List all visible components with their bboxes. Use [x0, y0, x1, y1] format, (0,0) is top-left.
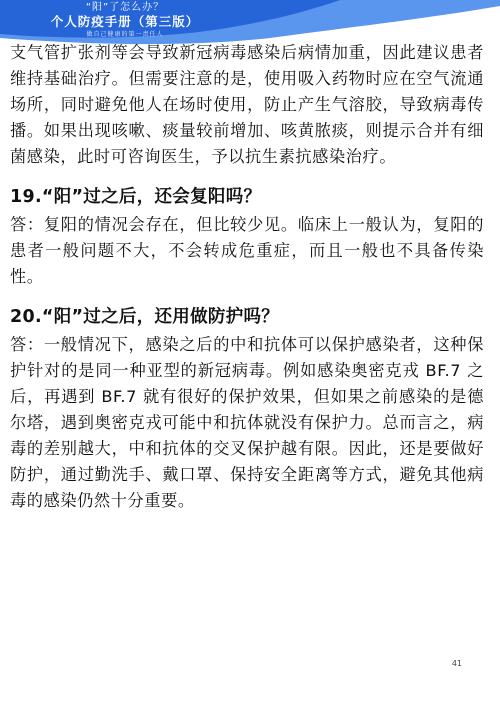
- question-19: 19.“阳”过之后，还会复阳吗？: [10, 187, 262, 207]
- banner-subtitle: “阳”了怎么办？: [85, 2, 165, 13]
- banner-title-block: [0, 2, 250, 39]
- answer-19: 答：复阳的情况会存在，但比较少见。临床上一般认为，复阳的患者一般问题不大，不会转成危重症，而且一般也不具备传染性。: [10, 215, 484, 286]
- intro-paragraph: 支气管扩张剂等会导致新冠病毒感染后病情加重，因此建议患者维持基础治疗。但需要注意的是，使用吸入药物时应在空气流通场所，同时避免他人在场时使用，防止产生气溶胶，导致病毒传播。如果出现咳嗽、痰量较前增加、咳黄脓痰，则提示合并有细菌感染，此时可咨询医生，予以抗生素抗感染治疗。: [10, 43, 484, 166]
- page-number: 41: [451, 659, 462, 668]
- answer-20: 答：一般情况下，感染之后的中和抗体可以保护感染者，这种保护针对的是同一种亚型的新冠病毒。例如感染奥密克戎 BF.7 之后，再遇到 BF.7 就有很好的保护效果，但如果之前感染的是德尔塔，遇到奥密克戎可能中和抗体就没有保护力。总而言之，病毒的差别越大，中和抗体的交叉保护越有限。因此，还是要做好防护，通过勤洗手、戴口罩、保持安全距离等方式，避免其他病毒的感染仍然十分重要。: [10, 335, 484, 510]
- page-content: [10, 40, 484, 514]
- banner-title: 个人防疫手册（第三版）: [50, 14, 200, 29]
- banner-slogan: 做自己健康的第一责任人: [86, 31, 164, 38]
- question-20: 20.“阳”过之后，还用做防护吗？: [10, 307, 280, 327]
